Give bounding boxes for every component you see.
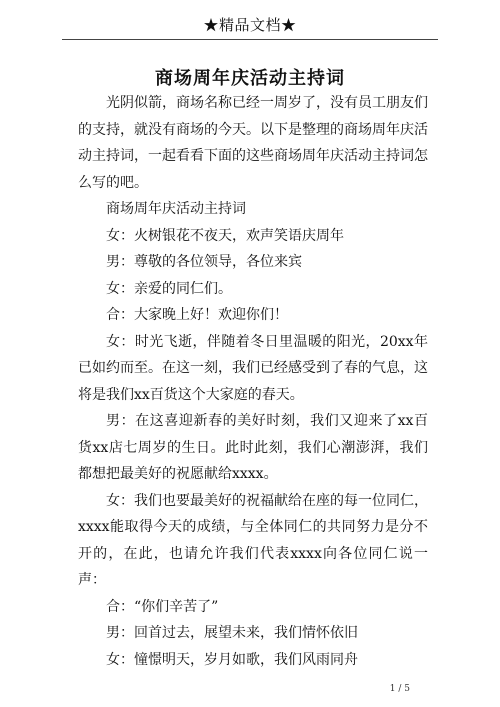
document-title: 商场周年庆活动主持词 <box>155 68 345 89</box>
header-divider <box>62 39 438 40</box>
paragraph-line: 女：时光飞逝，伴随着冬日里温暖的阳光，20xx年已如约而至。在这一刻，我们已经感受到了春的气息，这将是我们xx百货这个大家庭的春天。 <box>78 333 428 403</box>
paragraph-line: 女：亲爱的同仁们。 <box>106 280 232 297</box>
paragraph-line: 合：大家晚上好！欢迎你们！ <box>106 307 288 323</box>
paragraph-line: 男：尊敬的各位领导，各位来宾 <box>106 254 302 270</box>
document-body <box>78 90 428 673</box>
paragraph-subtitle: 商场周年庆活动主持词 <box>106 201 246 217</box>
header-label: ★精品文档★ <box>203 16 297 34</box>
paragraph-line: 合：“你们辛苦了” <box>106 598 219 615</box>
paragraph-line: 女：火树银花不夜天，欢声笑语庆周年 <box>106 227 344 244</box>
paragraph-line: 男：在这喜迎新春的美好时刻，我们又迎来了xx百货xx店七周岁的生日。此时此刻，我们心潮澎湃，我们都想把最美好的祝愿献给xxxx。 <box>78 413 428 482</box>
page-number: 1 / 5 <box>389 684 410 694</box>
paragraph-line: 女：憧憬明天，岁月如歌，我们风雨同舟 <box>106 651 358 668</box>
paragraph-intro: 光阴似箭，商场名称已经一周岁了，没有员工朋友们的支持，就没有商场的今天。以下是整理的商场周年庆活动主持词，一起看看下面的这些商场周年庆活动主持词怎么写的吧。 <box>78 95 428 191</box>
paragraph-line: 女：我们也要最美好的祝福献给在座的每一位同仁，xxxx能取得今天的成绩，与全体同仁的共同努力是分不开的，在此，也请允许我们代表xxxx向各位同仁说一声： <box>78 492 428 588</box>
paragraph-line: 男：回首过去，展望未来，我们情怀依旧 <box>106 625 358 641</box>
